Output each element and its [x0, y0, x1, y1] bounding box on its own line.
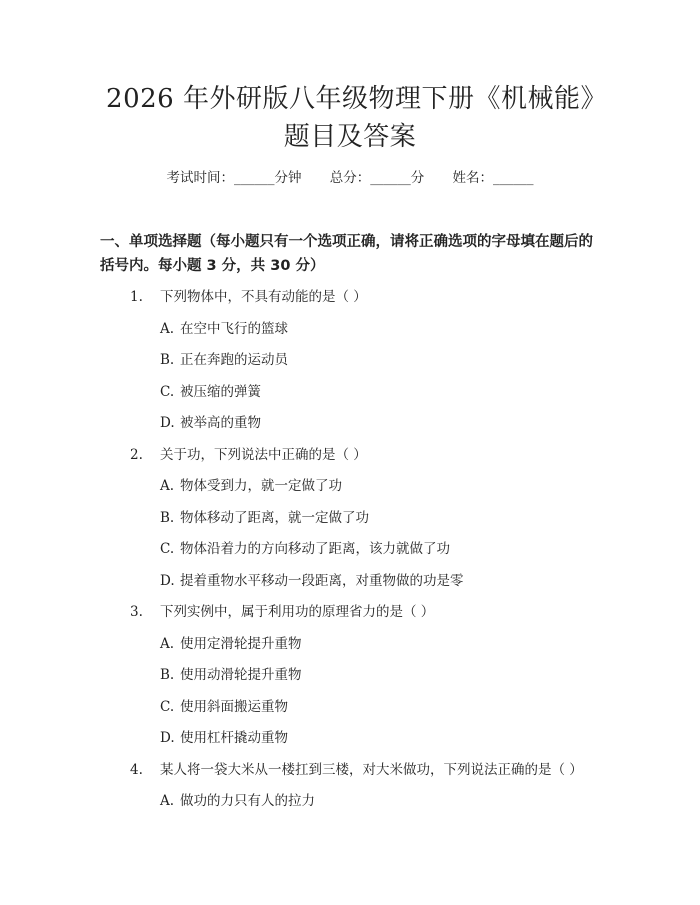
option-text: 物体移动了距离，就一定做了功 [180, 509, 369, 526]
option-letter: D. [160, 730, 175, 746]
option-letter: B. [160, 667, 175, 683]
question-stem [130, 440, 600, 472]
answer-option [130, 692, 600, 724]
answer-option [130, 471, 600, 503]
question-number: 4. [130, 761, 143, 778]
answer-option [130, 345, 600, 377]
answer-option [130, 314, 600, 346]
option-letter: A. [160, 478, 175, 494]
question-stem [130, 755, 600, 787]
question-number: 2. [130, 446, 143, 463]
option-letter: B. [160, 352, 175, 368]
student-name-field: 姓名：______ [452, 170, 534, 186]
option-letter: C. [160, 698, 175, 715]
option-text: 被举高的重物 [180, 415, 261, 431]
option-text: 做功的力只有人的拉力 [180, 793, 315, 809]
total-score-field: 总分：______分 [329, 170, 425, 186]
option-letter: D. [160, 572, 175, 589]
answer-option [130, 786, 600, 818]
option-text: 正在奔跑的运动员 [180, 352, 288, 368]
section-heading: 一、单项选择题（每小题只有一个选项正确，请将正确选项的字母填在题后的括号内。每小题 3 分，共 30 分） [100, 234, 593, 274]
option-letter: B. [160, 509, 175, 526]
option-text: 物体受到力，就一定做了功 [180, 478, 342, 494]
option-letter: D. [160, 415, 175, 431]
option-text: 使用定滑轮提升重物 [180, 635, 302, 652]
exam-time-field: 考试时间：______分钟 [166, 170, 302, 186]
question-item [130, 440, 600, 598]
option-text: 物体沿着力的方向移动了距离，该力就做了功 [180, 541, 450, 557]
question-item [130, 597, 600, 755]
option-letter: C. [160, 383, 175, 400]
option-letter: A. [160, 635, 175, 652]
option-text: 使用杠杆撬动重物 [180, 730, 288, 746]
answer-option [130, 408, 600, 440]
option-letter: A. [160, 793, 175, 809]
option-text: 被压缩的弹簧 [180, 383, 261, 400]
question-number: 1. [130, 289, 143, 305]
option-text: 使用动滑轮提升重物 [180, 667, 302, 683]
question-stem [130, 282, 600, 314]
document-title: 2026 年外研版八年级物理下册《机械能》题目及答案 [106, 84, 594, 152]
answer-option [130, 629, 600, 661]
question-text: 下列实例中，属于利用功的原理省力的是（ ） [160, 604, 435, 620]
question-number: 3. [130, 604, 143, 620]
option-text: 提着重物水平移动一段距离，对重物做的功是零 [180, 572, 464, 589]
option-text: 使用斜面搬运重物 [180, 698, 288, 715]
answer-option [130, 377, 600, 409]
answer-option [130, 503, 600, 535]
option-letter: C. [160, 541, 175, 557]
question-text: 某人将一袋大米从一楼扛到三楼，对大米做功，下列说法正确的是（ ） [160, 761, 583, 778]
option-text: 在空中飞行的篮球 [180, 320, 288, 337]
question-stem [130, 597, 600, 629]
answer-option [130, 723, 600, 755]
question-item [130, 755, 600, 818]
question-list [130, 282, 600, 818]
question-item [130, 282, 600, 440]
question-text: 下列物体中，不具有动能的是（ ） [160, 289, 367, 305]
exam-info-line [0, 168, 700, 188]
answer-option [130, 660, 600, 692]
question-text: 关于功，下列说法中正确的是（ ） [160, 446, 367, 463]
answer-option [130, 534, 600, 566]
answer-option [130, 566, 600, 598]
option-letter: A. [160, 320, 175, 337]
